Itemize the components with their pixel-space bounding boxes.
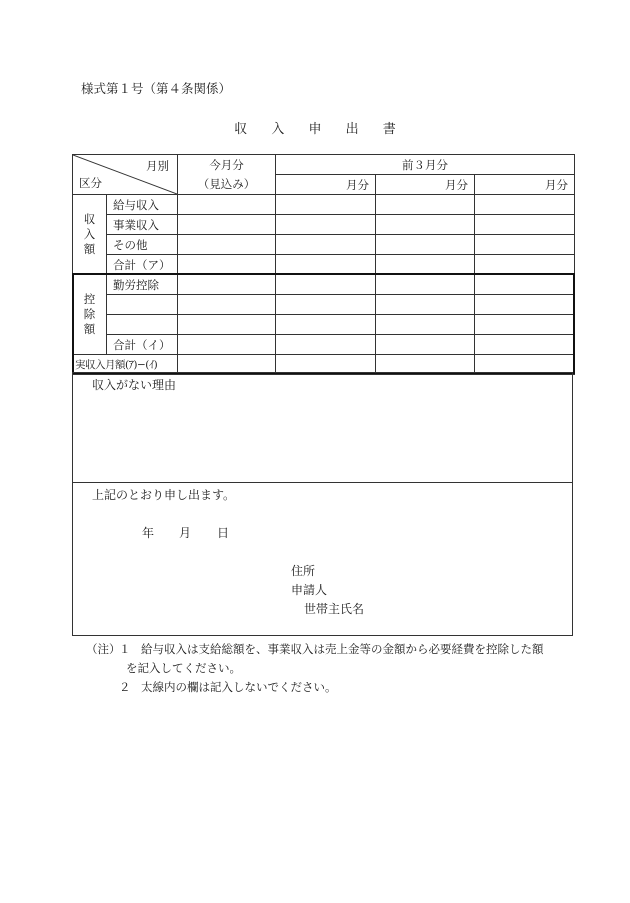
title-char: 書 bbox=[382, 122, 396, 137]
cell[interactable] bbox=[178, 235, 276, 255]
cell bbox=[376, 315, 475, 335]
cell bbox=[178, 295, 276, 315]
row-label: 合計（ア） bbox=[107, 255, 178, 275]
cell bbox=[376, 275, 475, 295]
row-label bbox=[107, 295, 178, 315]
net-income-label: 実収入月額(ｱ)−(ｲ) bbox=[73, 355, 178, 375]
cell[interactable] bbox=[178, 195, 276, 215]
header-category: 区分 bbox=[79, 176, 102, 190]
cell bbox=[276, 275, 376, 295]
cell[interactable] bbox=[475, 255, 575, 275]
note-text: を記入してください。 bbox=[126, 661, 241, 675]
note-prefix: （注） bbox=[86, 642, 121, 656]
cell[interactable] bbox=[276, 195, 376, 215]
header-month-unit: 月分 bbox=[475, 175, 575, 195]
cell[interactable] bbox=[276, 255, 376, 275]
header-prev3: 前３月分 bbox=[276, 155, 575, 175]
reason-label: 収入がない理由 bbox=[92, 378, 177, 392]
statement-text: 上記のとおり申し出ます。 bbox=[92, 488, 236, 502]
cell bbox=[178, 315, 276, 335]
cell bbox=[475, 275, 575, 295]
income-group-label bbox=[73, 195, 107, 275]
header-month-unit: 月分 bbox=[276, 175, 376, 195]
cell[interactable] bbox=[475, 195, 575, 215]
cell bbox=[276, 335, 376, 355]
title-char: 出 bbox=[345, 122, 359, 137]
cell[interactable] bbox=[276, 235, 376, 255]
year-label: 年 bbox=[142, 526, 155, 540]
cell bbox=[178, 275, 276, 295]
income-table bbox=[72, 154, 575, 375]
cell bbox=[376, 335, 475, 355]
householder-name-label: 世帯主氏名 bbox=[304, 602, 365, 616]
cell bbox=[178, 335, 276, 355]
note-number: １ bbox=[119, 642, 131, 656]
row-label: その他 bbox=[107, 235, 178, 255]
notes bbox=[86, 640, 544, 697]
cell bbox=[376, 295, 475, 315]
cell[interactable] bbox=[475, 235, 575, 255]
note-number: ２ bbox=[119, 680, 131, 694]
cell bbox=[475, 315, 575, 335]
cell[interactable] bbox=[376, 195, 475, 215]
application-box bbox=[72, 482, 573, 636]
row-label bbox=[107, 315, 178, 335]
cell bbox=[475, 295, 575, 315]
header-monthly: 月別 bbox=[146, 159, 169, 173]
document-title bbox=[0, 118, 630, 137]
cell bbox=[276, 315, 376, 335]
income-group-text: 収入額 bbox=[83, 212, 96, 256]
header-month-unit: 月分 bbox=[376, 175, 475, 195]
note-text: 太線内の欄は記入しないでください。 bbox=[141, 680, 337, 694]
title-char: 申 bbox=[308, 122, 322, 137]
cell[interactable] bbox=[376, 255, 475, 275]
reason-box[interactable] bbox=[72, 372, 573, 483]
header-estimate: （見込み） bbox=[178, 175, 276, 195]
cell[interactable] bbox=[376, 215, 475, 235]
title-char: 収 bbox=[234, 122, 248, 137]
cell[interactable] bbox=[276, 215, 376, 235]
day-label: 日 bbox=[217, 526, 230, 540]
title-char: 入 bbox=[271, 122, 285, 137]
deduction-group-text: 控除額 bbox=[83, 292, 96, 336]
note-text: 給与収入は支給総額を、事業収入は売上金等の金額から必要経費を控除した額 bbox=[141, 642, 544, 656]
deduction-group-label bbox=[73, 275, 107, 355]
address-label: 住所 bbox=[291, 564, 316, 578]
cell bbox=[276, 295, 376, 315]
form-number: 様式第１号（第４条関係） bbox=[81, 81, 232, 96]
row-label: 給与収入 bbox=[107, 195, 178, 215]
cell bbox=[475, 335, 575, 355]
row-label: 勤労控除 bbox=[107, 275, 178, 295]
cell[interactable] bbox=[376, 235, 475, 255]
cell[interactable] bbox=[178, 255, 276, 275]
cell[interactable] bbox=[178, 215, 276, 235]
row-label: 合計（イ） bbox=[107, 335, 178, 355]
applicant-label: 申請人 bbox=[291, 583, 328, 597]
row-label: 事業収入 bbox=[107, 215, 178, 235]
header-corner-cell bbox=[73, 155, 178, 195]
header-this-month: 今月分 bbox=[178, 155, 276, 175]
month-label: 月 bbox=[179, 526, 192, 540]
cell[interactable] bbox=[475, 215, 575, 235]
